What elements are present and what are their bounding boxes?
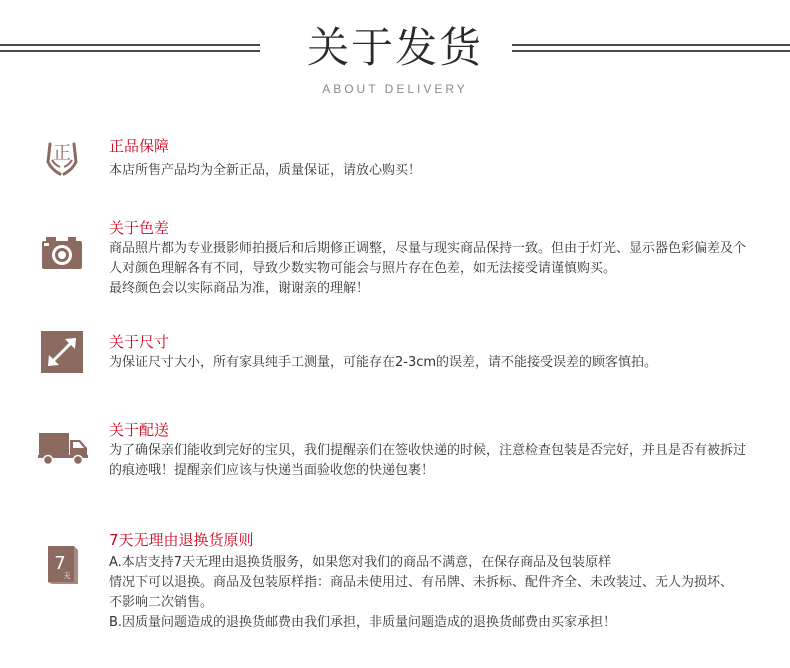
section-body xyxy=(109,161,769,181)
body-line: B.因质量问题造成的退换货邮费由我们承担，非质量问题造成的退换货邮费由买家承担！ xyxy=(109,615,617,630)
body-line: 人对颜色理解各有不同，导致少数实物可能会与照片存在色差，如无法接受请谨慎购买。 xyxy=(109,261,617,276)
section-color-difference xyxy=(0,212,790,302)
section-title: 关于尺寸 xyxy=(109,333,170,351)
section-body xyxy=(109,239,769,299)
header-rule-right xyxy=(512,44,790,52)
svg-text:7: 7 xyxy=(54,553,66,574)
section-title: 关于配送 xyxy=(109,421,170,439)
section-delivery xyxy=(0,416,790,486)
seven-day-calendar-icon xyxy=(40,542,84,586)
section-title: 7天无理由退换货原则 xyxy=(109,531,254,549)
svg-text:正: 正 xyxy=(53,143,71,164)
genuine-hands-icon xyxy=(40,134,84,178)
section-body xyxy=(109,441,769,481)
section-body xyxy=(109,553,769,633)
body-line: 的痕迹哦！提醒亲们应该与快递当面验收您的快递包裹！ xyxy=(109,463,435,478)
section-body xyxy=(109,353,769,373)
body-line: 情况下可以退换。商品及包装原样指：商品未使用过、有吊牌、未拆标、配件齐全、未改装过、无人为损坏、 xyxy=(109,575,734,590)
body-line: A.本店支持7天无理由退换货服务，如果您对我们的商品不满意，在保存商品及包装原样 xyxy=(109,555,612,570)
section-genuine xyxy=(0,128,790,188)
body-line: 不影响二次销售。 xyxy=(109,595,214,610)
camera-icon xyxy=(40,232,84,276)
section-size xyxy=(0,328,790,388)
page-header xyxy=(0,0,790,110)
measure-arrow-icon xyxy=(40,330,84,374)
delivery-truck-icon xyxy=(38,430,90,474)
page-title: 关于发货 xyxy=(306,23,483,72)
body-line: 本店所售产品均为全新正品，质量保证，请放心购买！ xyxy=(109,163,422,178)
svg-text:天: 天 xyxy=(63,572,71,580)
page-subtitle: ABOUT DELIVERY xyxy=(322,82,468,96)
body-line: 商品照片都为专业摄影师拍摄后和后期修正调整，尽量与现实商品保持一致。但由于灯光、显示器色彩偏差及个 xyxy=(109,241,747,256)
body-line: 为保证尺寸大小，所有家具纯手工测量，可能存在2-3cm的误差，请不能接受误差的顾客慎拍。 xyxy=(109,355,658,370)
section-seven-day-return xyxy=(0,530,790,640)
body-line: 为了确保亲们能收到完好的宝贝，我们提醒亲们在签收快递的时候，注意检查包装是否完好，并且是否有被拆过 xyxy=(109,443,747,458)
section-title: 关于色差 xyxy=(109,219,170,237)
section-title: 正品保障 xyxy=(109,137,170,155)
body-line: 最终颜色会以实际商品为准，谢谢亲的理解！ xyxy=(109,281,370,296)
